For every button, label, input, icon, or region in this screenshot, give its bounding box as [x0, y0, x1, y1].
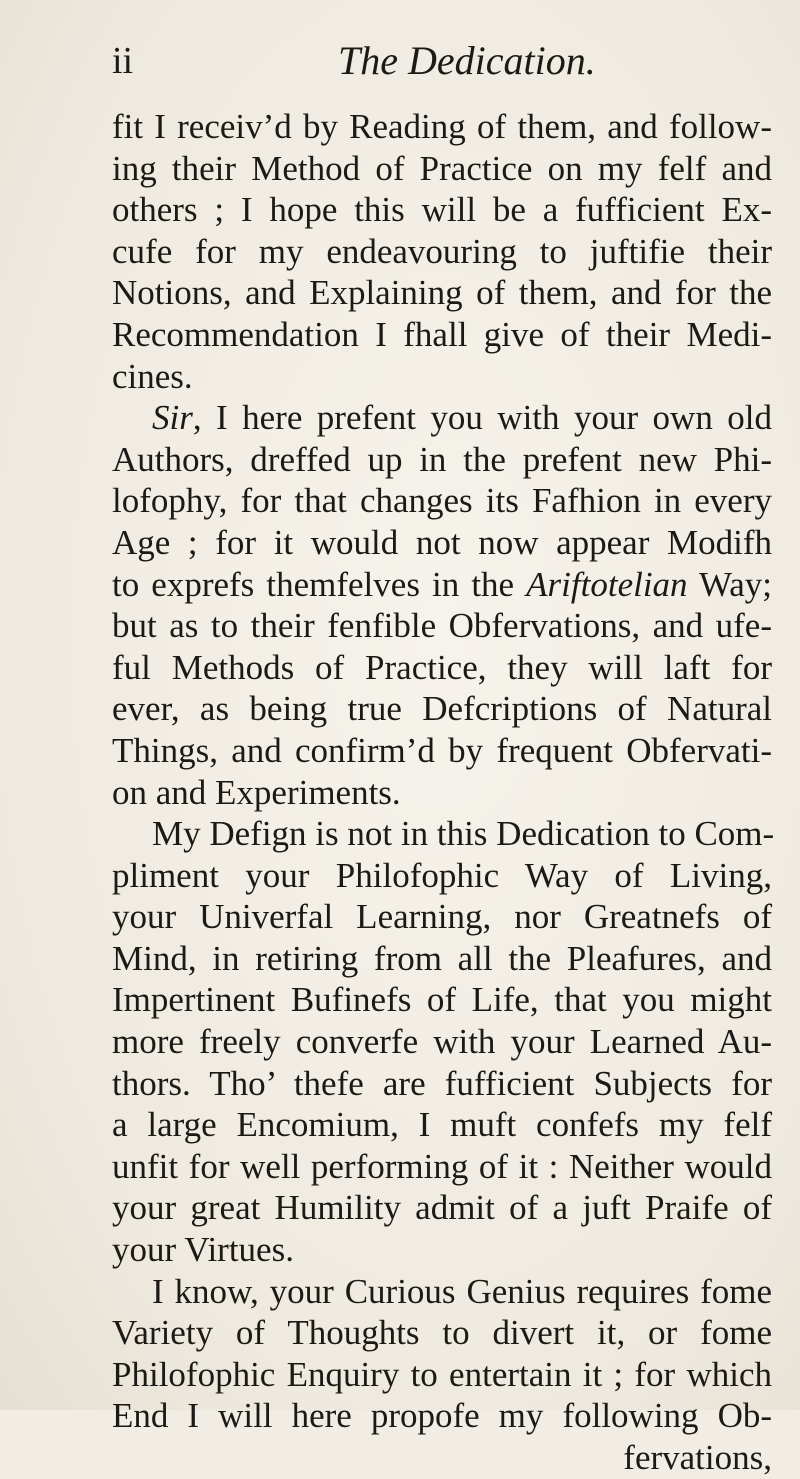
- text-line-10: lofophy, for that changes its Fafhion in every: [112, 481, 772, 521]
- text-line-4: cufe for my endeavouring to juftifie their: [112, 231, 772, 271]
- text-line-22: Impertinent Bufinefs of Life, that you might: [112, 980, 772, 1020]
- text-line-19: pliment your Philofophic Way of Living,: [112, 855, 772, 895]
- text-line-1: fit I receiv’d by Reading of them, and follow-: [112, 107, 772, 146]
- text-line-18: My Defign is not in this Dedication to Com-: [152, 814, 775, 854]
- text-line-15: ever, as being true Defcriptions of Natural: [112, 689, 772, 729]
- text-line-30: Variety of Thoughts to divert it, or fome: [112, 1313, 772, 1353]
- text-line-21: Mind, in retiring from all the Pleafures, and: [112, 938, 772, 978]
- running-head: [112, 38, 772, 88]
- text-line-24: thors. Tho’ thefe are fufficient Subjects for: [112, 1063, 772, 1103]
- text-line-12: [112, 564, 772, 606]
- text-line-8: [112, 397, 772, 439]
- text-line-27: your great Humility admit of a juft Praife of: [112, 1188, 772, 1228]
- text-line-32: End I will here propofe my following Ob-: [112, 1396, 772, 1436]
- text-line-25: a large Encomium, I muft confefs my felf: [112, 1105, 772, 1145]
- text-line-5: Notions, and Explaining of them, and for the: [112, 273, 772, 313]
- text-line-16: Things, and confirm’d by frequent Obfervati-: [112, 730, 772, 770]
- salutation-italic: Sir: [152, 398, 193, 438]
- aristotelian-italic: Ariftotelian: [526, 564, 688, 604]
- body-text: [112, 106, 775, 1479]
- text-line-13: but as to their fenfible Obfervations, and ufe-: [112, 606, 772, 646]
- text-line-20: your Univerfal Learning, nor Greatnefs of: [112, 897, 772, 937]
- text-line-11: Age ; for it would not now appear Modifh: [112, 522, 772, 562]
- text-line-31: Philofophic Enquiry to entertain it ; for which: [112, 1354, 772, 1394]
- text-line-29: I know, your Curious Genius requires fome: [152, 1271, 772, 1311]
- text-line-23: more freely converfe with your Learned Au-: [112, 1022, 772, 1062]
- page-number: ii: [112, 40, 134, 82]
- salutation-rest: , I here prefent you with your own old: [192, 398, 772, 438]
- text-line-17: on and Experiments.: [112, 772, 401, 812]
- text-line-2: ing their Method of Practice on my felf and: [112, 148, 772, 188]
- text-line-3: others ; I hope this will be a fufficient Ex-: [112, 190, 772, 230]
- text-line-28: your Virtues.: [112, 1230, 294, 1270]
- catchword-line: fervations,: [623, 1438, 772, 1477]
- running-head-title: The Dedication.: [338, 38, 596, 83]
- text-line-26: unfit for well performing of it : Neither would: [112, 1146, 772, 1186]
- text-line-6: Recommendation I fhall give of their Medi-: [112, 314, 772, 354]
- text-line-9: Authors, dreffed up in the prefent new Phi-: [112, 439, 772, 479]
- line-12-before: to exprefs themfelves in the: [112, 564, 527, 604]
- text-line-7: cines.: [112, 356, 193, 396]
- line-12-after: Way;: [687, 564, 773, 604]
- text-line-14: ful Methods of Practice, they will laft for: [112, 647, 772, 687]
